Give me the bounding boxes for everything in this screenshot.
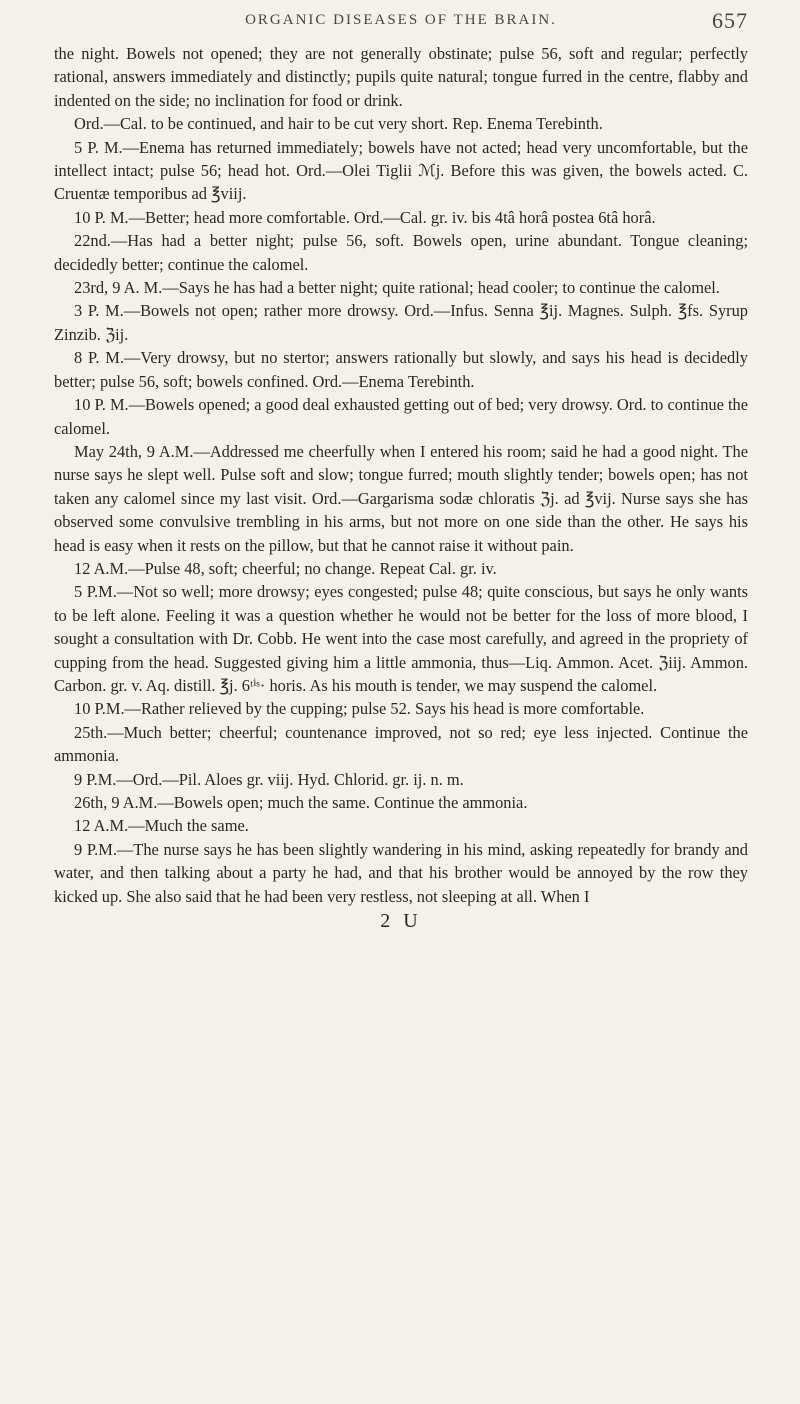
signature-mark: 2 U: [380, 910, 422, 933]
paragraph: 9 P.M.—Ord.—Pil. Aloes gr. viij. Hyd. Chlorid. gr. ij. n. m.: [74, 769, 464, 789]
running-head: [54, 8, 748, 38]
paragraph: 9 P.M.—The nurse says he has been slightly wandering in his mind, asking repeatedly for brandy and water, and then talking about a party he had, and that his brother would be annoyed by the row they kicked up. She also said that he had been very restless, not sleeping at all. When I: [54, 839, 748, 906]
paragraph: 12 A.M.—Pulse 48, soft; cheerful; no change. Repeat Cal. gr. iv.: [74, 558, 497, 578]
paragraph: 10 P.M.—Rather relieved by the cupping; pulse 52. Says his head is more comfortable.: [74, 699, 645, 719]
page-number: 657: [712, 8, 748, 33]
paragraph: 22nd.—Has had a better night; pulse 56, soft. Bowels open, urine abundant. Tongue cleaning; decidedly better; continue the calomel.: [54, 231, 748, 274]
paragraph: 5 P. M.—Enema has returned immediately; bowels have not acted; head very uncomfortable, but the intellect intact; pulse 56; head hot. Ord.—Olei Tiglii ℳj. Before this was given, the bowels acted. C. Cruentæ temporibus ad ℥viij.: [54, 137, 748, 204]
paragraph: 26th, 9 A.M.—Bowels open; much the same. Continue the ammonia.: [74, 793, 528, 812]
paragraph: 25th.—Much better; cheerful; countenance improved, not so red; eye less injected. Continue the ammonia.: [54, 722, 748, 766]
paragraph: 23rd, 9 A. M.—Says he has had a better night; quite rational; head cooler; to continue the calomel.: [74, 278, 720, 298]
paragraph: May 24th, 9 A.M.—Addressed me cheerfully when I entered his room; said he had a good night. The nurse says he slept well. Pulse soft and slow; tongue furred; mouth slightly tender; bowels open; has not taken any calomel since my last visit. Ord.—Gargarisma sodæ chloratis ℨj. ad ℥vij. Nurse says she has observed some convulsive trembling in his arms, but not more on one side than the other. He says his head is easy when it rests on the pillow, but that he cannot raise it without pain.: [54, 441, 748, 555]
paragraph: 12 A.M.—Much the same.: [74, 816, 249, 836]
body-text: [54, 42, 748, 908]
running-title: ORGANIC DISEASES OF THE BRAIN.: [245, 12, 557, 28]
paragraph: 10 P. M.—Bowels opened; a good deal exhausted getting out of bed; very drowsy. Ord. to continue the calomel.: [54, 395, 749, 438]
paragraph: 3 P. M.—Bowels not open; rather more drowsy. Ord.—Infus. Senna ℥ij. Magnes. Sulph. ℥fs. Syrup Zinzib. ℨij.: [54, 301, 748, 344]
paragraph: the night. Bowels not opened; they are not generally obstinate; pulse 56, soft and regular; perfectly rational, answers immediately and distinctly; pupils quite natural; tongue furred in the centre, flabby and indented on the side; no inclination for food or drink.: [54, 44, 748, 110]
paragraph: 5 P.M.—Not so well; more drowsy; eyes congested; pulse 48; quite conscious, but says he only wants to be left alone. Feeling it was a question whether he would not be better for the loss of more blood, I sought a consultation with Dr. Cobb. He went into the case most carefully, and agreed in the propriety of cupping from the head. Suggested giving him a little ammonia, thus—Liq. Ammon. Acet. ℨiij. Ammon. Carbon. gr. v. Aq. distill. ℥j. 6ᵗⁱˢ· horis. As his mouth is tender, we may suspend the calomel.: [54, 582, 748, 695]
paragraph: 10 P. M.—Better; head more comfortable. Ord.—Cal. gr. iv. bis 4tâ horâ postea 6tâ horâ.: [74, 207, 656, 227]
paragraph: Ord.—Cal. to be continued, and hair to be cut very short. Rep. Enema Terebinth.: [74, 114, 603, 134]
paragraph: 8 P. M.—Very drowsy, but no stertor; answers rationally but slowly, and says his head is decidedly better; pulse 56, soft; bowels confined. Ord.—Enema Terebinth.: [54, 348, 748, 391]
